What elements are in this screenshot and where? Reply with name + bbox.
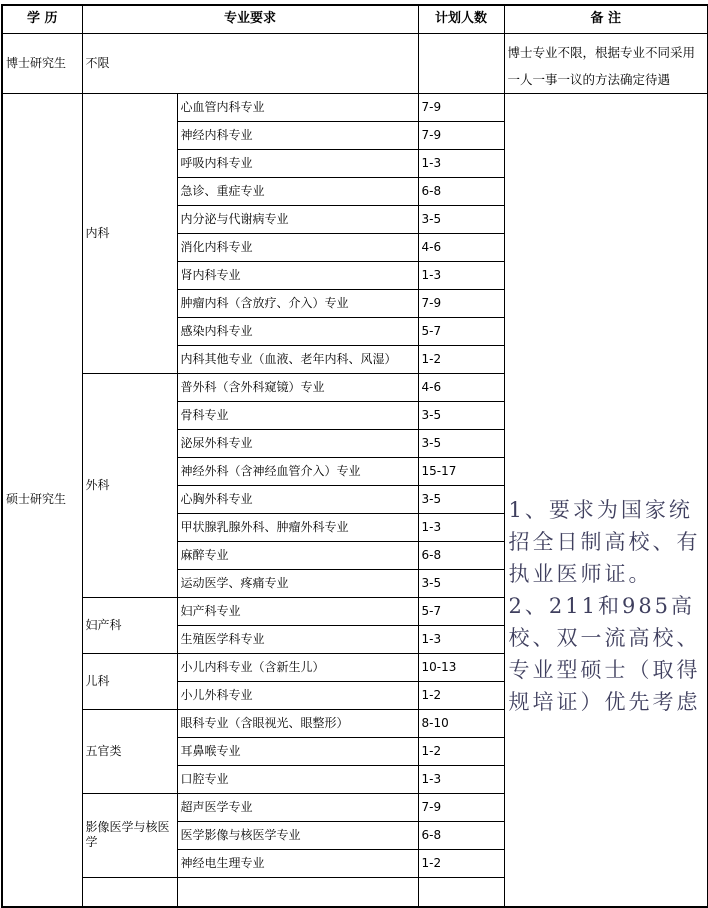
count-cell — [418, 877, 504, 907]
specialty-cell: 心胸外科专业 — [177, 485, 418, 513]
count-cell: 7-9 — [418, 93, 504, 121]
category-cell: 五官类 — [82, 709, 177, 793]
count-cell: 5-7 — [418, 317, 504, 345]
count-cell: 4-6 — [418, 373, 504, 401]
specialty-cell: 消化内科专业 — [177, 233, 418, 261]
specialty-cell: 超声医学专业 — [177, 793, 418, 821]
specialty-cell: 呼吸内科专业 — [177, 149, 418, 177]
specialty-cell: 肿瘤内科（含放疗、介入）专业 — [177, 289, 418, 317]
specialty-cell — [177, 877, 418, 907]
category-cell: 妇产科 — [82, 597, 177, 653]
specialty-cell: 麻醉专业 — [177, 541, 418, 569]
specialty-cell: 小儿外科专业 — [177, 681, 418, 709]
count-cell: 1-2 — [418, 345, 504, 373]
specialty-cell: 眼科专业（含眼视光、眼整形） — [177, 709, 418, 737]
count-cell: 3-5 — [418, 429, 504, 457]
count-cell: 6-8 — [418, 177, 504, 205]
count-cell: 8-10 — [418, 709, 504, 737]
specialty-cell: 内科其他专业（血液、老年内科、风湿） — [177, 345, 418, 373]
count-cell: 10-13 — [418, 653, 504, 681]
count-cell: 7-9 — [418, 289, 504, 317]
count-cell: 6-8 — [418, 821, 504, 849]
specialty-cell: 耳鼻喉专业 — [177, 737, 418, 765]
count-cell: 3-5 — [418, 401, 504, 429]
header-row — [2, 5, 708, 33]
count-cell: 1-3 — [418, 513, 504, 541]
category-cell: 外科 — [82, 373, 177, 597]
doctor-row — [2, 33, 708, 93]
table-header — [2, 5, 708, 33]
specialty-cell: 生殖医学科专业 — [177, 625, 418, 653]
count-cell: 1-3 — [418, 261, 504, 289]
count-cell: 5-7 — [418, 597, 504, 625]
specialty-cell: 小儿内科专业（含新生儿） — [177, 653, 418, 681]
doctor-major-cell: 不限 — [82, 33, 418, 93]
header-remark: 备 注 — [504, 5, 708, 33]
specialty-cell: 神经内科专业 — [177, 121, 418, 149]
education-cell-doctor: 博士研究生 — [2, 33, 82, 93]
specialty-cell: 肾内科专业 — [177, 261, 418, 289]
count-cell: 1-3 — [418, 765, 504, 793]
count-cell: 6-8 — [418, 541, 504, 569]
header-education: 学 历 — [2, 5, 82, 33]
remark-paragraph: 1、要求为国家统招全日制高校、有执业医师证。 — [508, 497, 701, 586]
master-remark-cell — [504, 93, 708, 907]
specialty-cell: 急诊、重症专业 — [177, 177, 418, 205]
specialty-cell: 医学影像与核医学专业 — [177, 821, 418, 849]
count-cell: 3-5 — [418, 569, 504, 597]
specialty-cell: 内分泌与代谢病专业 — [177, 205, 418, 233]
header-count: 计划人数 — [418, 5, 504, 33]
category-cell: 内科 — [82, 93, 177, 373]
specialty-cell: 甲状腺乳腺外科、肿瘤外科专业 — [177, 513, 418, 541]
table-body — [2, 33, 708, 907]
specialty-cell: 神经电生理专业 — [177, 849, 418, 877]
count-cell: 1-3 — [418, 625, 504, 653]
specialty-cell: 心血管内科专业 — [177, 93, 418, 121]
count-cell: 1-2 — [418, 681, 504, 709]
category-cell: 儿科 — [82, 653, 177, 709]
count-cell: 15-17 — [418, 457, 504, 485]
education-cell-master: 硕士研究生 — [2, 93, 82, 907]
remark-paragraph: 2、211和985高校、双一流高校、专业型硕士（取得规培证）优先考虑 — [508, 593, 701, 714]
count-cell: 3-5 — [418, 205, 504, 233]
doctor-count-cell — [418, 33, 504, 93]
count-cell: 7-9 — [418, 793, 504, 821]
count-cell: 4-6 — [418, 233, 504, 261]
header-major: 专业要求 — [82, 5, 418, 33]
count-cell: 1-3 — [418, 149, 504, 177]
count-cell: 3-5 — [418, 485, 504, 513]
table-row — [2, 93, 708, 121]
category-cell — [82, 877, 177, 907]
specialty-cell: 普外科（含外科窥镜）专业 — [177, 373, 418, 401]
doctor-remark-cell: 博士专业不限，根据专业不同采用一人一事一议的方法确定待遇 — [504, 33, 708, 93]
specialty-cell: 妇产科专业 — [177, 597, 418, 625]
specialty-cell: 感染内科专业 — [177, 317, 418, 345]
count-cell: 1-2 — [418, 737, 504, 765]
count-cell: 7-9 — [418, 121, 504, 149]
specialty-cell: 口腔专业 — [177, 765, 418, 793]
category-cell: 影像医学与核医学 — [82, 793, 177, 877]
recruitment-table — [1, 4, 708, 908]
specialty-cell: 运动医学、疼痛专业 — [177, 569, 418, 597]
specialty-cell: 骨科专业 — [177, 401, 418, 429]
count-cell: 1-2 — [418, 849, 504, 877]
specialty-cell: 泌尿外科专业 — [177, 429, 418, 457]
specialty-cell: 神经外科（含神经血管介入）专业 — [177, 457, 418, 485]
